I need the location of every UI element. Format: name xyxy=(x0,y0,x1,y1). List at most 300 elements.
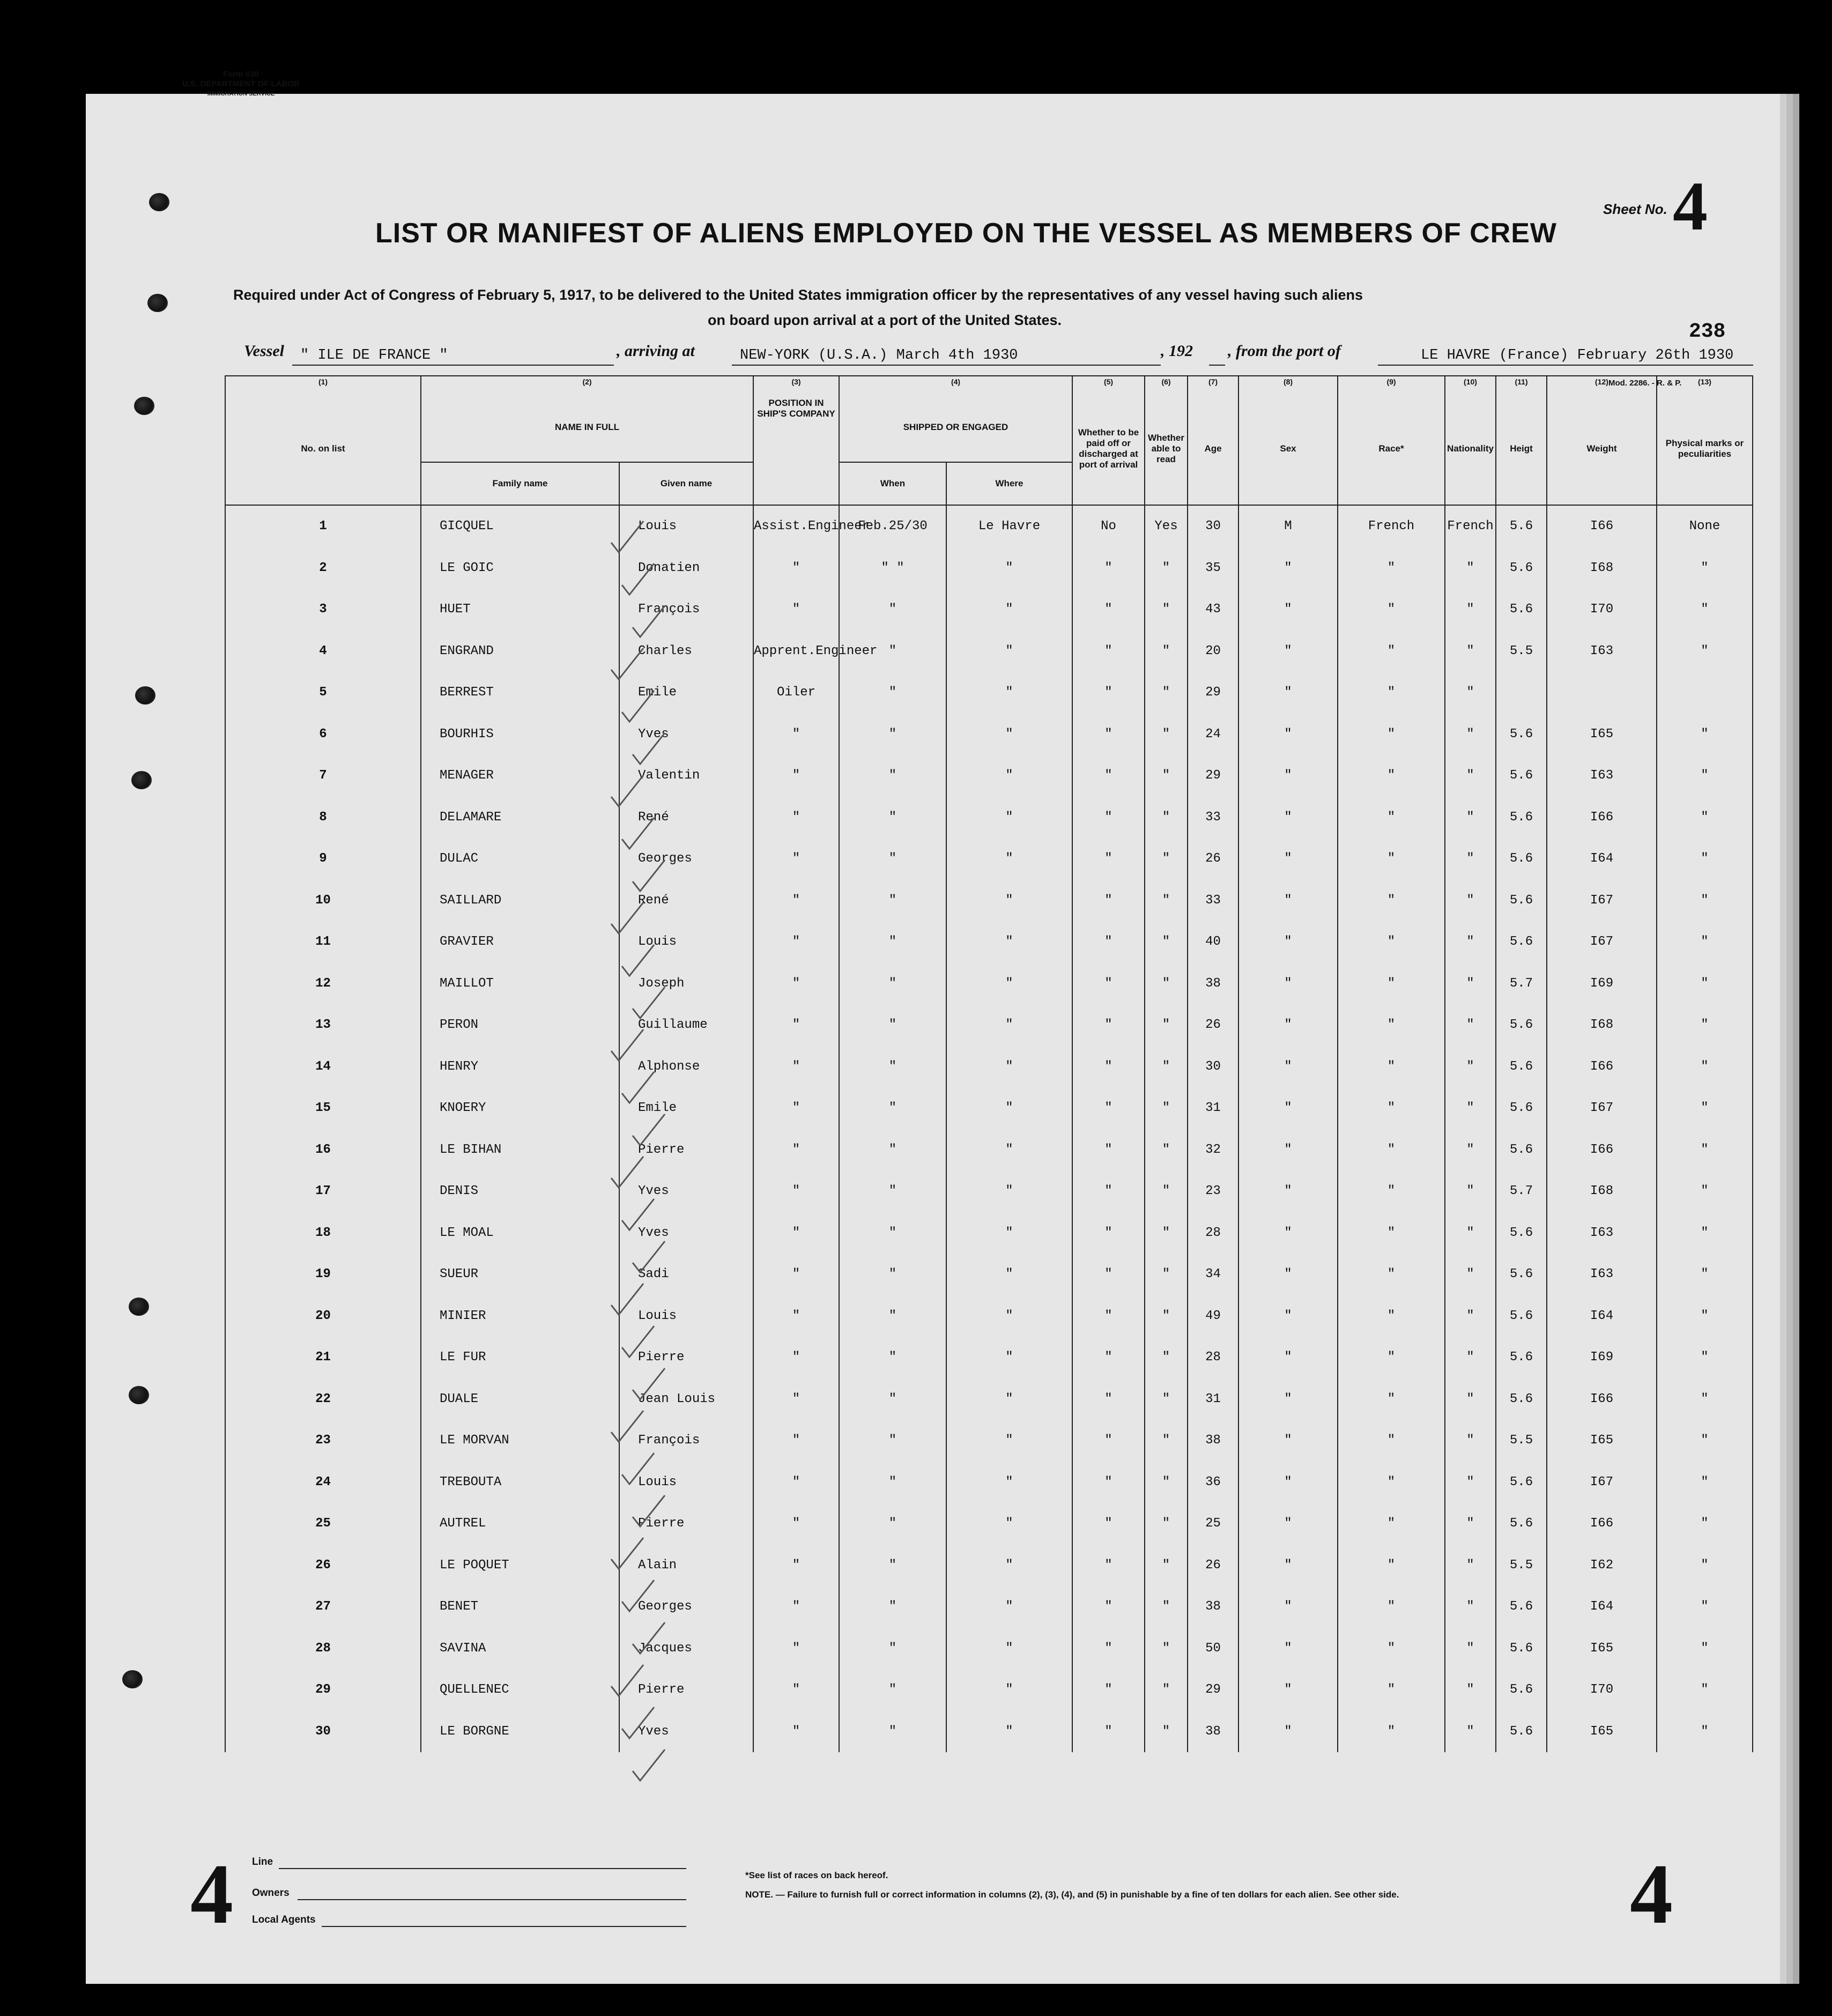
cell-family: SAVINA xyxy=(421,1628,619,1670)
table-row xyxy=(118,547,1753,589)
row-margin xyxy=(118,1462,225,1503)
vessel-label: Vessel xyxy=(244,342,284,360)
cell-when: " xyxy=(839,963,946,1005)
cell-age: 33 xyxy=(1188,797,1238,839)
cell-height xyxy=(1496,672,1547,714)
cell-family: TREBOUTA xyxy=(421,1462,619,1503)
cell-read: " xyxy=(1145,1004,1188,1046)
cell-height: 5.6 xyxy=(1496,1046,1547,1088)
cell-age: 49 xyxy=(1188,1295,1238,1337)
cell-weight: I62 xyxy=(1547,1545,1657,1587)
cell-paid: No xyxy=(1072,505,1145,547)
cell-no: 24 xyxy=(225,1462,421,1503)
cell-nationality: " xyxy=(1445,1004,1496,1046)
cell-marks: " xyxy=(1657,1212,1753,1254)
cell-race: " xyxy=(1338,1711,1445,1753)
cell-sex: " xyxy=(1238,921,1338,963)
table-row xyxy=(118,1378,1753,1420)
cell-family: LE GOIC xyxy=(421,547,619,589)
cell-race: " xyxy=(1338,797,1445,839)
cell-age: 26 xyxy=(1188,1545,1238,1587)
cell-read: " xyxy=(1145,1462,1188,1503)
row-margin xyxy=(118,1212,225,1254)
cell-age: 30 xyxy=(1188,505,1238,547)
cell-where: " xyxy=(946,714,1072,755)
header-race: Race* xyxy=(1338,392,1445,505)
row-margin xyxy=(118,963,225,1005)
cell-given: René xyxy=(619,797,753,839)
form-header xyxy=(182,70,300,99)
cell-race: " xyxy=(1338,1295,1445,1337)
cell-when: " xyxy=(839,1545,946,1587)
cell-height: 5.6 xyxy=(1496,1462,1547,1503)
cell-paid: " xyxy=(1072,1503,1145,1545)
cell-no: 27 xyxy=(225,1586,421,1628)
cell-height: 5.6 xyxy=(1496,1129,1547,1171)
cell-paid: " xyxy=(1072,714,1145,755)
col6-number: (6) xyxy=(1145,376,1188,392)
cell-given: Pierre xyxy=(619,1503,753,1545)
cell-marks: " xyxy=(1657,1545,1753,1587)
cell-position: " xyxy=(753,1212,839,1254)
cell-marks: " xyxy=(1657,838,1753,880)
arrival-port-date: NEW-YORK (U.S.A.) March 4th 1930 xyxy=(740,347,1018,364)
cell-height: 5.6 xyxy=(1496,547,1547,589)
cell-read: " xyxy=(1145,1295,1188,1337)
cell-nationality: " xyxy=(1445,1295,1496,1337)
cell-family: DENIS xyxy=(421,1170,619,1212)
col7-number: (7) xyxy=(1188,376,1238,392)
row-margin xyxy=(118,589,225,631)
cell-height: 5.6 xyxy=(1496,1711,1547,1753)
table-row xyxy=(118,714,1753,755)
cell-weight: I67 xyxy=(1547,1462,1657,1503)
cell-marks: " xyxy=(1657,963,1753,1005)
cell-height: 5.6 xyxy=(1496,1295,1547,1337)
cell-sex: " xyxy=(1238,838,1338,880)
table-row xyxy=(118,1004,1753,1046)
cell-age: 25 xyxy=(1188,1503,1238,1545)
cell-family: SAILLARD xyxy=(421,880,619,922)
cell-position: " xyxy=(753,1295,839,1337)
cell-where: Le Havre xyxy=(946,505,1072,547)
cell-no: 5 xyxy=(225,672,421,714)
table-row xyxy=(118,1295,1753,1337)
cell-given: Sadi xyxy=(619,1254,753,1295)
cell-position: " xyxy=(753,589,839,631)
cell-where: " xyxy=(946,797,1072,839)
cell-age: 38 xyxy=(1188,1420,1238,1462)
row-margin xyxy=(118,1129,225,1171)
cell-given: René xyxy=(619,880,753,922)
cell-given: Louis xyxy=(619,921,753,963)
cell-sex: " xyxy=(1238,1295,1338,1337)
cell-family: GRAVIER xyxy=(421,921,619,963)
cell-nationality: " xyxy=(1445,1087,1496,1129)
cell-read: " xyxy=(1145,1087,1188,1129)
col3-number: (3) xyxy=(753,376,839,392)
cell-given: Yves xyxy=(619,1170,753,1212)
cell-weight: I64 xyxy=(1547,1295,1657,1337)
cell-nationality: " xyxy=(1445,1462,1496,1503)
cell-family: AUTREL xyxy=(421,1503,619,1545)
cell-no: 7 xyxy=(225,755,421,797)
cell-age: 40 xyxy=(1188,921,1238,963)
header-age: Age xyxy=(1188,392,1238,505)
cell-read: Yes xyxy=(1145,505,1188,547)
cell-nationality: " xyxy=(1445,1254,1496,1295)
cell-where: " xyxy=(946,1004,1072,1046)
table-row xyxy=(118,1087,1753,1129)
cell-where: " xyxy=(946,880,1072,922)
cell-given: Yves xyxy=(619,1212,753,1254)
row-margin xyxy=(118,1170,225,1212)
cell-weight: I66 xyxy=(1547,505,1657,547)
cell-position: " xyxy=(753,1004,839,1046)
row-margin xyxy=(118,1711,225,1753)
cell-height: 5.6 xyxy=(1496,589,1547,631)
cell-age: 50 xyxy=(1188,1628,1238,1670)
cell-height: 5.6 xyxy=(1496,1628,1547,1670)
col10-number: (10) xyxy=(1445,376,1496,392)
cell-nationality: " xyxy=(1445,1586,1496,1628)
row-margin xyxy=(118,1503,225,1545)
cell-height: 5.6 xyxy=(1496,505,1547,547)
cell-no: 9 xyxy=(225,838,421,880)
cell-height: 5.6 xyxy=(1496,1087,1547,1129)
cell-age: 29 xyxy=(1188,755,1238,797)
cell-given: Alphonse xyxy=(619,1046,753,1088)
cell-when: " xyxy=(839,1170,946,1212)
cell-when: " xyxy=(839,672,946,714)
cell-family: HUET xyxy=(421,589,619,631)
cell-no: 1 xyxy=(225,505,421,547)
race-footnote: *See list of races on back hereof. xyxy=(745,1870,888,1880)
owners-label: Owners xyxy=(252,1887,290,1899)
cell-when: " xyxy=(839,1586,946,1628)
cell-position: " xyxy=(753,1046,839,1088)
header-where: Where xyxy=(946,462,1072,505)
cell-when: " xyxy=(839,1462,946,1503)
cell-age: 29 xyxy=(1188,1669,1238,1711)
header-sex: Sex xyxy=(1238,392,1338,505)
cell-height: 5.6 xyxy=(1496,1586,1547,1628)
sheet-label: Sheet No. xyxy=(1603,201,1667,217)
cell-position: " xyxy=(753,755,839,797)
cell-paid: " xyxy=(1072,797,1145,839)
cell-no: 28 xyxy=(225,1628,421,1670)
row-margin xyxy=(118,672,225,714)
cell-family: MINIER xyxy=(421,1295,619,1337)
cell-no: 13 xyxy=(225,1004,421,1046)
row-margin xyxy=(118,880,225,922)
col12-number: (12) xyxy=(1547,376,1657,392)
cell-sex: " xyxy=(1238,1628,1338,1670)
col1-number: (1) xyxy=(225,376,421,392)
cell-when: " xyxy=(839,714,946,755)
cell-read: " xyxy=(1145,1254,1188,1295)
cell-position: " xyxy=(753,797,839,839)
cell-race: " xyxy=(1338,1129,1445,1171)
cell-weight: I66 xyxy=(1547,1503,1657,1545)
cell-position: " xyxy=(753,547,839,589)
cell-marks: " xyxy=(1657,1462,1753,1503)
cell-where: " xyxy=(946,921,1072,963)
cell-paid: " xyxy=(1072,1669,1145,1711)
cell-position: " xyxy=(753,921,839,963)
cell-given: Valentin xyxy=(619,755,753,797)
cell-marks: " xyxy=(1657,755,1753,797)
table-row xyxy=(118,1046,1753,1088)
col9-number: (9) xyxy=(1338,376,1445,392)
cell-where: " xyxy=(946,1711,1072,1753)
cell-when: " xyxy=(839,1004,946,1046)
cell-height: 5.6 xyxy=(1496,1669,1547,1711)
cell-age: 20 xyxy=(1188,631,1238,672)
cell-family: LE MORVAN xyxy=(421,1420,619,1462)
header-no-on-list: No. on list xyxy=(225,392,421,505)
cell-weight: I68 xyxy=(1547,1004,1657,1046)
header-family-name: Family name xyxy=(421,462,619,505)
cell-when: " xyxy=(839,1046,946,1088)
cell-age: 36 xyxy=(1188,1462,1238,1503)
cell-paid: " xyxy=(1072,1586,1145,1628)
sheet-number-bottom-right: 4 xyxy=(1630,1846,1673,1941)
cell-race: " xyxy=(1338,838,1445,880)
row-margin xyxy=(118,1628,225,1670)
cell-position: " xyxy=(753,1378,839,1420)
cell-family: KNOERY xyxy=(421,1087,619,1129)
cell-paid: " xyxy=(1072,838,1145,880)
cell-read: " xyxy=(1145,755,1188,797)
cell-weight: I64 xyxy=(1547,838,1657,880)
cell-marks: " xyxy=(1657,1628,1753,1670)
header-shipped-engaged: SHIPPED OR ENGAGED xyxy=(839,392,1072,462)
cell-read: " xyxy=(1145,921,1188,963)
cell-read: " xyxy=(1145,1669,1188,1711)
cell-read: " xyxy=(1145,1503,1188,1545)
row-margin xyxy=(118,631,225,672)
cell-height: 5.6 xyxy=(1496,714,1547,755)
punch-hole xyxy=(149,193,169,211)
cell-sex: " xyxy=(1238,1170,1338,1212)
cell-marks: None xyxy=(1657,505,1753,547)
cell-marks: " xyxy=(1657,1129,1753,1171)
cell-nationality: " xyxy=(1445,1129,1496,1171)
cell-given: François xyxy=(619,589,753,631)
cell-nationality: " xyxy=(1445,963,1496,1005)
col11-number: (11) xyxy=(1496,376,1547,392)
cell-weight: I65 xyxy=(1547,1420,1657,1462)
cell-no: 21 xyxy=(225,1337,421,1378)
subtitle-line-2: on board upon arrival at a port of the United States. xyxy=(708,312,1062,328)
cell-marks: " xyxy=(1657,1586,1753,1628)
cell-where: " xyxy=(946,1295,1072,1337)
cell-race: " xyxy=(1338,880,1445,922)
table-row xyxy=(118,1669,1753,1711)
cell-family: BERREST xyxy=(421,672,619,714)
row-margin xyxy=(118,1046,225,1088)
cell-weight: I65 xyxy=(1547,714,1657,755)
cell-nationality: " xyxy=(1445,1503,1496,1545)
cell-no: 18 xyxy=(225,1212,421,1254)
cell-where: " xyxy=(946,1669,1072,1711)
cell-when: " xyxy=(839,1503,946,1545)
cell-marks: " xyxy=(1657,1378,1753,1420)
subtitle-line-1: Required under Act of Congress of February 5, 1917, to be delivered to the United States immigration officer by the representatives of any vessel having such aliens xyxy=(233,287,1363,303)
cell-race: " xyxy=(1338,1170,1445,1212)
cell-marks: " xyxy=(1657,631,1753,672)
cell-no: 2 xyxy=(225,547,421,589)
cell-family: LE BIHAN xyxy=(421,1129,619,1171)
cell-sex: " xyxy=(1238,1420,1338,1462)
cell-read: " xyxy=(1145,1337,1188,1378)
cell-read: " xyxy=(1145,838,1188,880)
cell-race: " xyxy=(1338,1087,1445,1129)
cell-race: " xyxy=(1338,547,1445,589)
cell-race: French xyxy=(1338,505,1445,547)
table-row xyxy=(118,1129,1753,1171)
cell-position: " xyxy=(753,963,839,1005)
cell-height: 5.7 xyxy=(1496,1170,1547,1212)
cell-weight: I70 xyxy=(1547,589,1657,631)
cell-given: Louis xyxy=(619,505,753,547)
cell-age: 30 xyxy=(1188,1046,1238,1088)
cell-marks: " xyxy=(1657,1420,1753,1462)
cell-when: " xyxy=(839,1212,946,1254)
cell-position: " xyxy=(753,1586,839,1628)
page-title: LIST OR MANIFEST OF ALIENS EMPLOYED ON THE VESSEL AS MEMBERS OF CREW xyxy=(375,218,1557,249)
cell-height: 5.6 xyxy=(1496,1212,1547,1254)
cell-sex: " xyxy=(1238,1087,1338,1129)
cell-marks: " xyxy=(1657,880,1753,922)
cell-where: " xyxy=(946,755,1072,797)
cell-sex: " xyxy=(1238,880,1338,922)
cell-family: PERON xyxy=(421,1004,619,1046)
cell-where: " xyxy=(946,1212,1072,1254)
cell-nationality: " xyxy=(1445,1378,1496,1420)
table-row xyxy=(118,1420,1753,1462)
cell-marks: " xyxy=(1657,1046,1753,1088)
cell-marks: " xyxy=(1657,714,1753,755)
table-row xyxy=(118,755,1753,797)
cell-nationality: " xyxy=(1445,631,1496,672)
cell-given: Joseph xyxy=(619,963,753,1005)
cell-height: 5.7 xyxy=(1496,963,1547,1005)
cell-read: " xyxy=(1145,672,1188,714)
cell-paid: " xyxy=(1072,755,1145,797)
cell-sex: " xyxy=(1238,1254,1338,1295)
cell-where: " xyxy=(946,1420,1072,1462)
cell-sex: " xyxy=(1238,1503,1338,1545)
cell-weight: I68 xyxy=(1547,1170,1657,1212)
table-row xyxy=(118,1711,1753,1753)
cell-where: " xyxy=(946,1545,1072,1587)
cell-given: Alain xyxy=(619,1545,753,1587)
table-row xyxy=(118,1628,1753,1670)
table-row xyxy=(118,797,1753,839)
sheet-reference-number: 238 xyxy=(1689,320,1726,343)
cell-nationality: " xyxy=(1445,797,1496,839)
cell-height: 5.6 xyxy=(1496,838,1547,880)
form-number: Form 630 xyxy=(223,70,259,79)
header-height: Heigt xyxy=(1496,392,1547,505)
cell-race: " xyxy=(1338,589,1445,631)
cell-where: " xyxy=(946,1503,1072,1545)
col8-number: (8) xyxy=(1238,376,1338,392)
cell-race: " xyxy=(1338,1545,1445,1587)
cell-marks xyxy=(1657,672,1753,714)
row-margin xyxy=(118,1004,225,1046)
cell-race: " xyxy=(1338,1503,1445,1545)
sheet-number: 4 xyxy=(1673,168,1708,245)
row-margin xyxy=(118,1087,225,1129)
cell-family: LE BORGNE xyxy=(421,1711,619,1753)
cell-age: 23 xyxy=(1188,1170,1238,1212)
cell-given: Pierre xyxy=(619,1669,753,1711)
cell-sex: " xyxy=(1238,1378,1338,1420)
table-row xyxy=(118,505,1753,547)
cell-family: LE MOAL xyxy=(421,1212,619,1254)
cell-no: 6 xyxy=(225,714,421,755)
cell-position: " xyxy=(753,1337,839,1378)
cell-paid: " xyxy=(1072,1087,1145,1129)
cell-race: " xyxy=(1338,1046,1445,1088)
cell-read: " xyxy=(1145,797,1188,839)
cell-nationality: " xyxy=(1445,880,1496,922)
cell-position: " xyxy=(753,1545,839,1587)
cell-age: 24 xyxy=(1188,714,1238,755)
cell-marks: " xyxy=(1657,797,1753,839)
cell-no: 16 xyxy=(225,1129,421,1171)
cell-read: " xyxy=(1145,1586,1188,1628)
cell-sex: " xyxy=(1238,547,1338,589)
row-margin xyxy=(118,1586,225,1628)
cell-nationality: " xyxy=(1445,547,1496,589)
cell-given: Jean Louis xyxy=(619,1378,753,1420)
penalty-note: NOTE. — Failure to furnish full or correct information in columns (2), (3), (4), and (5) in punishable by a fine of ten dollars for each alien. See other side. xyxy=(745,1889,1399,1900)
cell-weight: I63 xyxy=(1547,631,1657,672)
cell-race: " xyxy=(1338,921,1445,963)
cell-when: Feb.25/30 xyxy=(839,505,946,547)
cell-family: MENAGER xyxy=(421,755,619,797)
cell-no: 11 xyxy=(225,921,421,963)
cell-read: " xyxy=(1145,631,1188,672)
cell-weight: I65 xyxy=(1547,1628,1657,1670)
cell-when: " xyxy=(839,1337,946,1378)
cell-given: Charles xyxy=(619,631,753,672)
cell-race: " xyxy=(1338,1420,1445,1462)
cell-weight: I63 xyxy=(1547,1212,1657,1254)
cell-height: 5.6 xyxy=(1496,1337,1547,1378)
cell-race: " xyxy=(1338,1378,1445,1420)
cell-marks: " xyxy=(1657,1337,1753,1378)
cell-when: " xyxy=(839,1711,946,1753)
cell-position: " xyxy=(753,1129,839,1171)
cell-weight: I69 xyxy=(1547,963,1657,1005)
cell-family: LE FUR xyxy=(421,1337,619,1378)
cell-family: MAILLOT xyxy=(421,963,619,1005)
cell-marks: " xyxy=(1657,1711,1753,1753)
cell-read: " xyxy=(1145,1378,1188,1420)
cell-marks: " xyxy=(1657,1004,1753,1046)
cell-weight: I67 xyxy=(1547,921,1657,963)
cell-paid: " xyxy=(1072,547,1145,589)
header-name-in-full: NAME IN FULL xyxy=(421,392,753,462)
cell-where: " xyxy=(946,672,1072,714)
cell-read: " xyxy=(1145,1628,1188,1670)
mod-note: Mod. 2286. - R. & P. xyxy=(1608,379,1682,388)
